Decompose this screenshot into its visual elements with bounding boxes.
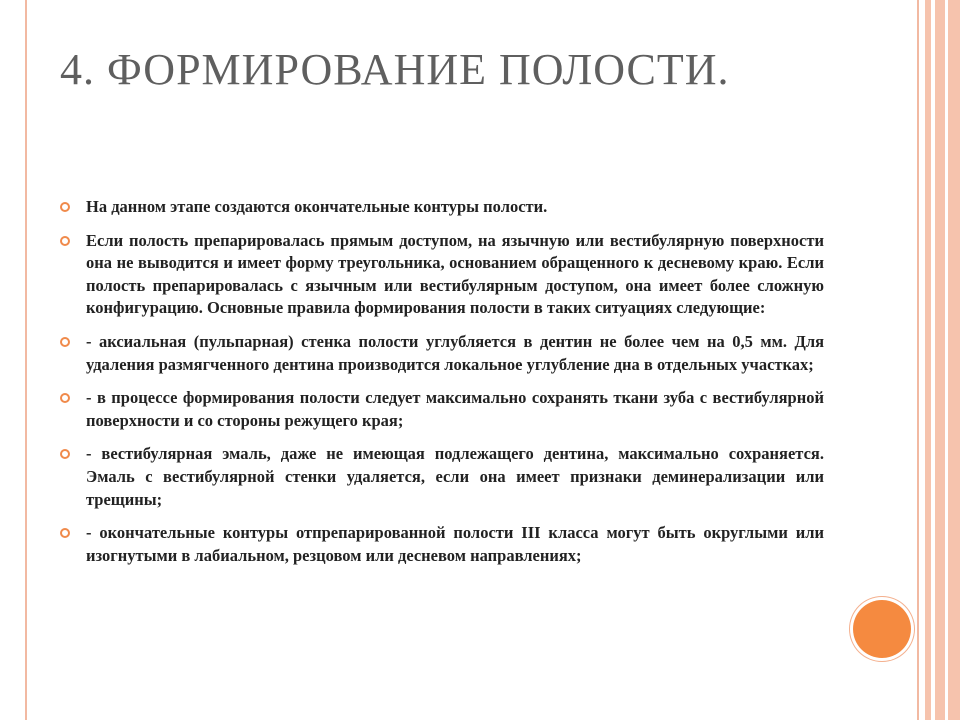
bullet-text: - вестибулярная эмаль, даже не имеющая подлежащего дентина, максимально сохраняется. Эмаль с вестибулярной стенки удаляется, если она имеет признаки деминерализации или трещины; [86,444,824,509]
slide-title: 4. ФОРМИРОВАНИЕ ПОЛОСТИ. [60,45,730,94]
left-frame-line [25,0,27,720]
right-frame-line [917,0,919,720]
bullet-ring-icon [60,202,70,212]
bullet-text: - окончательные контуры отпрепарированной полости III класса могут быть округлыми или изогнутыми в лабиальном, резцовом или десневом направлениях; [86,523,824,565]
bullet-text: - в процессе формирования полости следует максимально сохранять ткани зуба с вестибулярной поверхности и со стороны режущего края; [86,388,824,430]
right-stripe-1 [925,0,931,720]
list-item [60,331,824,376]
bullet-text: Если полость препарировалась прямым доступом, на язычную или вестибулярную поверхности она не выводится и имеет форму треугольника, основанием обращенного к десневому краю. Если полость препарировалась с язычным или вестибулярным доступом, она имеет более сложную конфигурацию. Основные правила формирования полости в таких ситуациях следующие: [86,230,824,318]
right-stripe-2 [935,0,945,720]
right-stripe-3 [948,0,960,720]
bullet-ring-icon [60,528,70,538]
decorative-circle [853,600,911,658]
bullet-text: - аксиальная (пульпарная) стенка полости углубляется в дентин не более чем на 0,5 мм. Для удаления размягченного дентина производится локальное углубление дна в отдельных участках; [86,331,824,374]
list-item [60,522,824,567]
list-item [60,387,824,432]
list-item [60,196,824,219]
bullet-ring-icon [60,393,70,403]
bullet-ring-icon [60,337,70,347]
list-item [60,230,824,320]
bullet-list [60,196,824,578]
bullet-ring-icon [60,449,70,459]
bullet-text: На данном этапе создаются окончательные контуры полости. [86,197,548,216]
bullet-ring-icon [60,236,70,246]
list-item [60,443,824,511]
